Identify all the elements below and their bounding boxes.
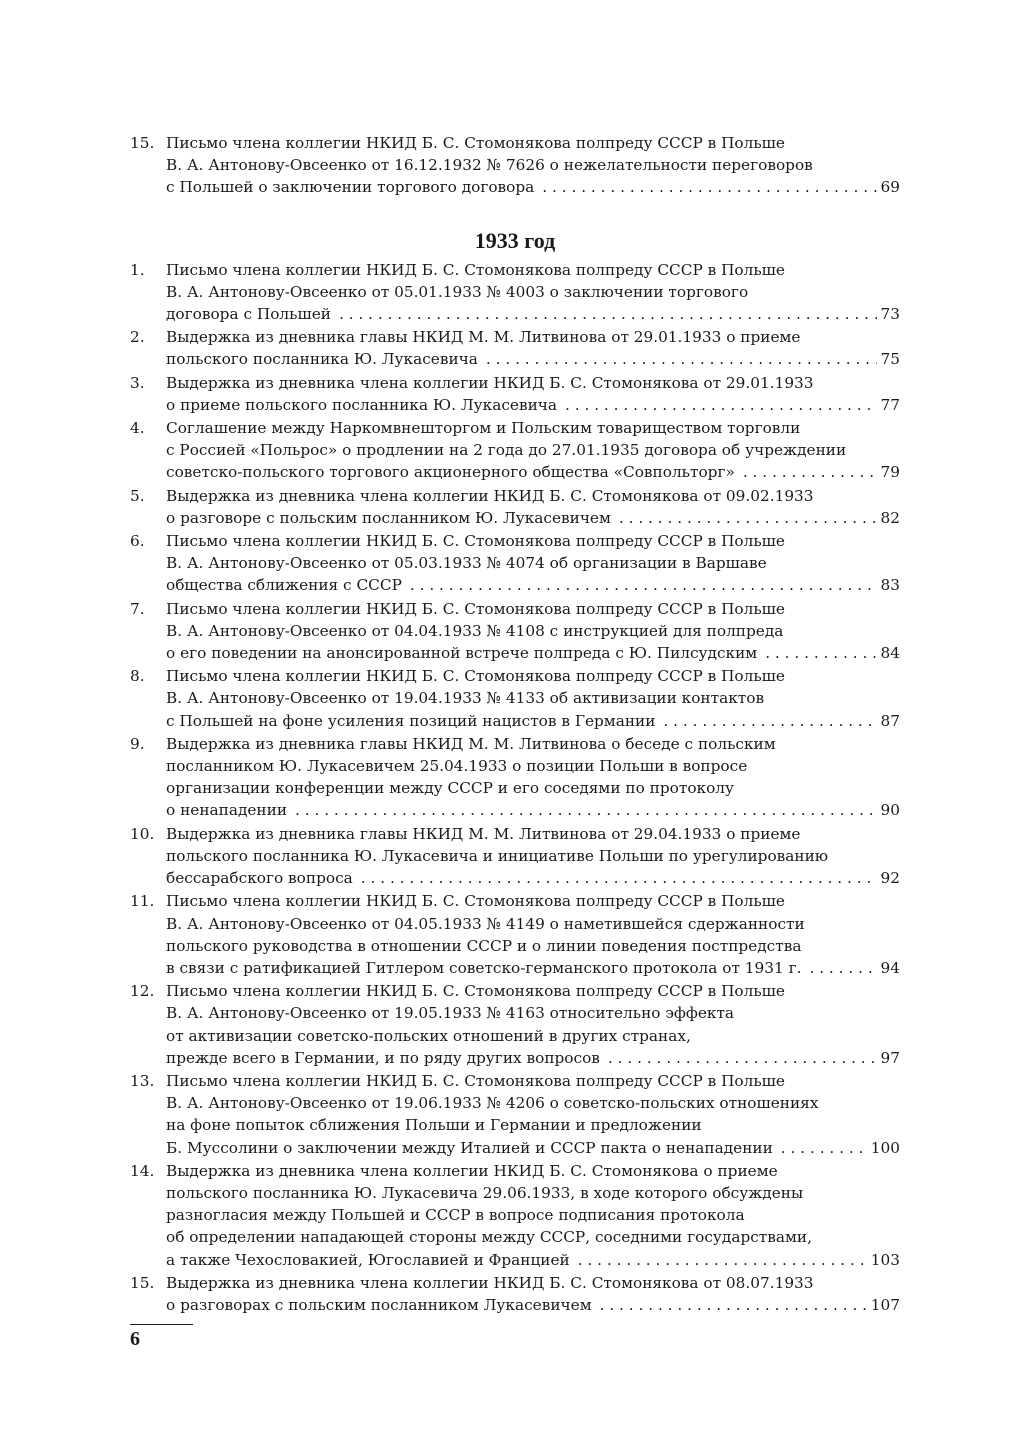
entry-line: В. А. Антонову-Овсеенко от 19.04.1933 № 4133 об активизации контактов: [166, 689, 765, 708]
dot-leader: [663, 710, 876, 732]
entry-body: [166, 417, 900, 484]
toc-entry: [130, 372, 900, 416]
entry-line: Выдержка из дневника члена коллегии НКИД Б. С. Стомонякова от 29.01.1933: [166, 373, 814, 392]
entry-number: 14.: [130, 1161, 155, 1180]
toc-page: [130, 132, 900, 1317]
dot-leader: [565, 394, 877, 416]
page-ref: 103: [870, 1250, 900, 1269]
entry-line: польского посланника Ю. Лукасевича 29.06.1933, в ходе которого обсуждены: [166, 1183, 804, 1202]
toc-entry: [130, 823, 900, 890]
entry-line: польского руководства в отношении СССР и о линии поведения постпредства: [166, 936, 802, 955]
entry-body: [166, 980, 900, 1069]
dot-leader: [619, 507, 877, 529]
toc-entry-prev: [130, 132, 900, 199]
entry-body: [166, 326, 900, 370]
entry-last-line: [166, 348, 900, 370]
toc-entry: [130, 326, 900, 370]
entry-line: Письмо члена коллегии НКИД Б. С. Стомонякова полпреду СССР в Польше: [166, 532, 785, 551]
entry-number: 3.: [130, 373, 145, 392]
entry-line: Письмо члена коллегии НКИД Б. С. Стомонякова полпреду СССР в Польше: [166, 134, 785, 152]
entry-line: с Польшей на фоне усиления позиций нацистов в Германии: [166, 711, 656, 730]
entry-line: Выдержка из дневника главы НКИД М. М. Литвинова о беседе с польским: [166, 734, 776, 753]
entry-line: Письмо члена коллегии НКИД Б. С. Стомонякова полпреду СССР в Польше: [166, 1071, 785, 1090]
entry-last-line: [166, 1047, 900, 1069]
entry-line: о разговоре с польским посланником Ю. Лукасевичем: [166, 508, 611, 527]
page-ref: 73: [880, 305, 900, 324]
dot-leader: [600, 1294, 867, 1316]
dot-leader: [809, 957, 876, 979]
entry-last-line: [166, 461, 900, 483]
entry-line: Письмо члена коллегии НКИД Б. С. Стомонякова полпреду СССР в Польше: [166, 260, 785, 279]
entry-body: [166, 1272, 900, 1316]
page-ref: 97: [880, 1048, 900, 1067]
entry-last-line: [166, 574, 900, 596]
entry-line: В. А. Антонову-Овсеенко от 04.04.1933 № 4108 с инструкцией для полпреда: [166, 621, 784, 640]
entry-line: советско-польского торгового акционерного общества «Совпольторг»: [166, 463, 735, 482]
dot-leader: [339, 303, 877, 325]
entry-number: 15.: [130, 1273, 155, 1292]
dot-leader: [743, 461, 877, 483]
entry-body: [166, 1160, 900, 1271]
entry-number: 12.: [130, 982, 155, 1001]
entry-line: Выдержка из дневника члена коллегии НКИД Б. С. Стомонякова о приеме: [166, 1161, 778, 1180]
entry-number: 8.: [130, 667, 145, 686]
entry-last-line: [166, 957, 900, 979]
dot-leader: [486, 348, 877, 370]
entry-line: Выдержка из дневника члена коллегии НКИД Б. С. Стомонякова от 08.07.1933: [166, 1273, 814, 1292]
toc-entry: [130, 417, 900, 484]
page-ref: 107: [870, 1295, 900, 1314]
page-ref: 69: [880, 178, 900, 197]
entry-line: с Польшей о заключении торгового договора: [166, 178, 535, 197]
entry-body: [166, 372, 900, 416]
entry-body: [166, 598, 900, 665]
toc-entry: [130, 733, 900, 822]
dot-leader: [765, 642, 876, 664]
page-ref: 79: [880, 463, 900, 482]
page-number: 6: [130, 1328, 140, 1350]
entry-last-line: [166, 176, 900, 198]
entry-body: [166, 665, 900, 732]
entry-last-line: [166, 507, 900, 529]
entry-last-line: [166, 1137, 900, 1159]
entry-line: В. А. Антонову-Овсеенко от 19.06.1933 № 4206 о советско-польских отношениях: [166, 1094, 819, 1113]
entry-last-line: [166, 1249, 900, 1271]
entry-line: Письмо члена коллегии НКИД Б. С. Стомонякова полпреду СССР в Польше: [166, 982, 785, 1001]
entry-number: 6.: [130, 532, 145, 551]
entry-body: [166, 485, 900, 529]
entry-line: Выдержка из дневника главы НКИД М. М. Литвинова от 29.04.1933 о приеме: [166, 824, 801, 843]
dot-leader: [781, 1137, 867, 1159]
entry-line: а также Чехословакией, Югославией и Францией: [166, 1250, 570, 1269]
entry-line: об определении нападающей стороны между СССР, соседними государствами,: [166, 1228, 812, 1247]
dot-leader: [608, 1047, 877, 1069]
entry-last-line: [166, 303, 900, 325]
dot-leader: [361, 867, 877, 889]
entry-line: прежде всего в Германии, и по ряду других вопросов: [166, 1048, 600, 1067]
toc-entry: [130, 980, 900, 1069]
entry-line: договора с Польшей: [166, 305, 331, 324]
entry-body: [166, 259, 900, 326]
entry-line: Выдержка из дневника главы НКИД М. М. Литвинова от 29.01.1933 о приеме: [166, 328, 801, 347]
entry-last-line: [166, 710, 900, 732]
entry-last-line: [166, 1294, 900, 1316]
page-ref: 100: [870, 1138, 900, 1157]
entry-number: 2.: [130, 328, 145, 347]
page-ref: 92: [880, 869, 900, 888]
entry-line: бессарабского вопроса: [166, 869, 353, 888]
dot-leader: [578, 1249, 867, 1271]
entry-number: 13.: [130, 1071, 155, 1090]
entry-number: 4.: [130, 419, 145, 438]
dot-leader: [295, 799, 877, 821]
entry-line: в связи с ратификацией Гитлером советско-германского протокола от 1931 г.: [166, 958, 802, 977]
entry-body: [166, 823, 900, 890]
page-ref: 82: [880, 508, 900, 527]
dot-leader: [410, 574, 877, 596]
year-heading: 1933 год: [474, 227, 556, 253]
entry-number: 5.: [130, 486, 145, 505]
entry-body: [166, 530, 900, 597]
toc-entry: [130, 1070, 900, 1159]
page-ref: 90: [880, 801, 900, 820]
entry-line: организации конференции между СССР и его соседями по протоколу: [166, 779, 735, 798]
entry-last-line: [166, 799, 900, 821]
entry-line: о его поведении на анонсированной встрече полпреда с Ю. Пилсудским: [166, 644, 758, 663]
entry-line: на фоне попыток сближения Польши и Германии и предложении: [166, 1116, 702, 1135]
entry-line: о приеме польского посланника Ю. Лукасевича: [166, 395, 558, 414]
entry-last-line: [166, 867, 900, 889]
footer-rule: [130, 1324, 193, 1325]
entry-line: В. А. Антонову-Овсеенко от 19.05.1933 № 4163 относительно эффекта: [166, 1004, 735, 1023]
entry-number: 15.: [130, 134, 155, 152]
entry-number: 7.: [130, 599, 145, 618]
entry-line: общества сближения с СССР: [166, 576, 402, 595]
entry-body: [166, 890, 900, 979]
entry-line: В. А. Антонову-Овсеенко от 05.01.1933 № 4003 о заключении торгового: [166, 282, 749, 301]
entry-line: польского посланника Ю. Лукасевича и инициативе Польши по урегулированию: [166, 846, 829, 865]
entry-line: о ненападении: [166, 801, 288, 820]
entry-body: [166, 733, 900, 822]
toc-entry: [130, 1160, 900, 1271]
toc-entry: [130, 1272, 900, 1316]
entry-line: Письмо члена коллегии НКИД Б. С. Стомонякова полпреду СССР в Польше: [166, 599, 785, 618]
page-ref: 77: [880, 395, 900, 414]
entry-body: [166, 132, 900, 199]
entry-last-line: [166, 642, 900, 664]
entry-line: Б. Муссолини о заключении между Италией и СССР пакта о ненападении: [166, 1138, 773, 1157]
entry-line: с Россией «Польрос» о продлении на 2 года до 27.01.1935 договора об учреждении: [166, 441, 847, 460]
entry-line: В. А. Антонову-Овсеенко от 05.03.1933 № 4074 об организации в Варшаве: [166, 554, 767, 573]
entry-line: Письмо члена коллегии НКИД Б. С. Стомонякова полпреду СССР в Польше: [166, 667, 785, 686]
toc-entry: [130, 530, 900, 597]
entry-line: В. А. Антонову-Овсеенко от 16.12.1932 № 7626 о нежелательности переговоров: [166, 156, 813, 175]
toc-entry: [130, 890, 900, 979]
entry-line: разногласия между Польшей и СССР в вопросе подписания протокола: [166, 1206, 745, 1225]
entry-line: В. А. Антонову-Овсеенко от 04.05.1933 № 4149 о наметившейся сдержанности: [166, 914, 805, 933]
entry-number: 9.: [130, 734, 145, 753]
entry-line: о разговорах с польским посланником Лукасевичем: [166, 1295, 592, 1314]
entry-number: 11.: [130, 892, 155, 911]
entry-number: 10.: [130, 824, 155, 843]
page-ref: 94: [880, 958, 900, 977]
entry-last-line: [166, 394, 900, 416]
toc-entries: [130, 259, 900, 1317]
page-ref: 75: [880, 350, 900, 369]
dot-leader: [542, 176, 876, 198]
toc-entry: [130, 665, 900, 732]
toc-entry: [130, 259, 900, 326]
page-ref: 83: [880, 576, 900, 595]
entry-number: 1.: [130, 260, 145, 279]
toc-entry: [130, 598, 900, 665]
page-ref: 84: [880, 644, 900, 663]
entry-line: Соглашение между Наркомвнешторгом и Польским товариществом торговли: [166, 419, 801, 438]
entry-line: посланником Ю. Лукасевичем 25.04.1933 о позиции Польши в вопросе: [166, 757, 748, 776]
entry-line: Выдержка из дневника члена коллегии НКИД Б. С. Стомонякова от 09.02.1933: [166, 486, 814, 505]
toc-entry: [130, 485, 900, 529]
entry-line: польского посланника Ю. Лукасевича: [166, 350, 478, 369]
entry-line: от активизации советско-польских отношений в других странах,: [166, 1026, 691, 1045]
entry-body: [166, 1070, 900, 1159]
entry-line: Письмо члена коллегии НКИД Б. С. Стомонякова полпреду СССР в Польше: [166, 892, 785, 911]
page-ref: 87: [880, 711, 900, 730]
